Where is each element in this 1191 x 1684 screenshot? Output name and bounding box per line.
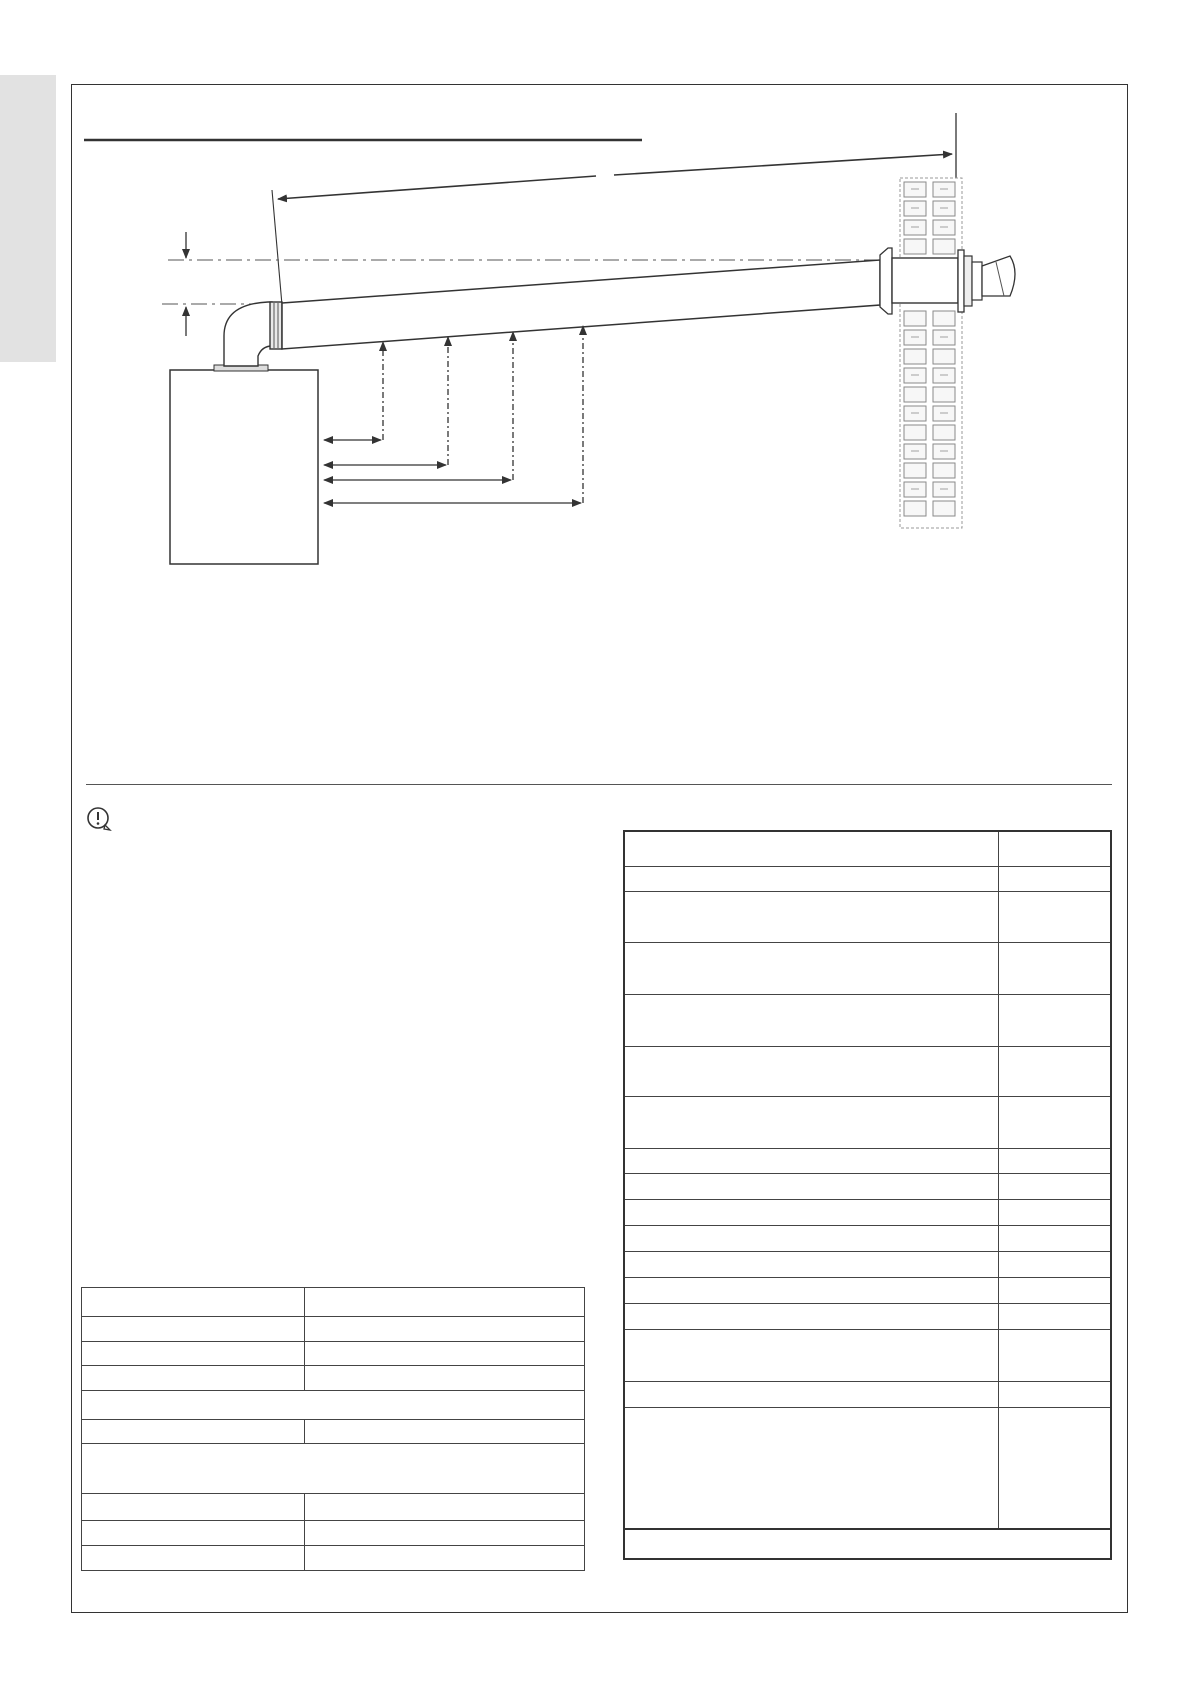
boiler [170, 370, 318, 564]
table-cell [305, 1521, 585, 1546]
table-cell [624, 1329, 998, 1381]
table-cell [82, 1444, 585, 1494]
support-dimensions [324, 326, 583, 503]
table-cell [998, 1225, 1111, 1251]
table-cell [998, 891, 1111, 942]
table-cell [998, 1046, 1111, 1096]
table-cell [624, 1277, 998, 1303]
parts-table [623, 830, 1112, 1560]
flue-installation-diagram [0, 0, 1191, 784]
table-cell [998, 1407, 1111, 1529]
table-cell [998, 866, 1111, 891]
table-row [624, 1381, 1111, 1407]
table-cell [998, 1381, 1111, 1407]
table-cell [624, 1381, 998, 1407]
table-cell [624, 891, 998, 942]
table-row [624, 866, 1111, 891]
table-row [624, 994, 1111, 1046]
length-dimension-line-right [614, 154, 952, 175]
table-cell [305, 1420, 585, 1444]
table-cell [998, 1199, 1111, 1225]
table-row [82, 1366, 585, 1391]
table-cell [624, 942, 998, 994]
table-footer-cell [624, 1529, 1111, 1559]
table-cell [82, 1494, 305, 1521]
table-cell [82, 1317, 305, 1342]
table-row [82, 1420, 585, 1444]
table-cell [998, 1148, 1111, 1173]
section-divider [86, 784, 1112, 785]
table-row [82, 1288, 585, 1317]
table-row [624, 1277, 1111, 1303]
table-cell [624, 994, 998, 1046]
table-row [82, 1444, 585, 1494]
table-row [624, 1225, 1111, 1251]
table-cell [998, 1303, 1111, 1329]
table-cell [998, 1251, 1111, 1277]
table-row [82, 1546, 585, 1571]
table-cell [624, 1303, 998, 1329]
brick-wall [900, 178, 962, 528]
table-cell [998, 831, 1111, 866]
table-row [82, 1391, 585, 1420]
elbow-extension-line [272, 190, 282, 305]
table-cell [998, 1329, 1111, 1381]
flue-elbow [224, 302, 272, 366]
table-cell [998, 1173, 1111, 1199]
table-row [624, 891, 1111, 942]
table-row [624, 1173, 1111, 1199]
table-cell [624, 1251, 998, 1277]
table-cell [998, 1096, 1111, 1148]
table-cell [624, 1096, 998, 1148]
table-cell [305, 1366, 585, 1391]
table-cell [624, 866, 998, 891]
table-cell [624, 831, 998, 866]
table-cell [624, 1407, 998, 1529]
flue-pipe [282, 260, 880, 349]
table-cell [624, 1173, 998, 1199]
table-row [624, 1148, 1111, 1173]
table-row [82, 1317, 585, 1342]
table-cell [82, 1420, 305, 1444]
warning-info-icon [86, 806, 112, 832]
table-cell [624, 1148, 998, 1173]
length-dimension-line [278, 176, 596, 199]
table-cell [305, 1342, 585, 1366]
table-cell [998, 942, 1111, 994]
table-row [624, 831, 1111, 866]
table-cell [998, 1277, 1111, 1303]
spec-table [81, 1287, 585, 1571]
elbow-coupling [270, 302, 282, 349]
table-row [82, 1494, 585, 1521]
table-cell [82, 1288, 305, 1317]
table-cell [305, 1546, 585, 1571]
table-cell [305, 1494, 585, 1521]
table-cell [82, 1366, 305, 1391]
table-cell [305, 1317, 585, 1342]
table-row [624, 1303, 1111, 1329]
table-row [624, 1096, 1111, 1148]
table-cell [624, 1199, 998, 1225]
table-row [624, 1529, 1111, 1559]
table-cell [624, 1046, 998, 1096]
table-row [624, 1046, 1111, 1096]
table-row [624, 1199, 1111, 1225]
table-cell [82, 1546, 305, 1571]
table-row [82, 1342, 585, 1366]
table-cell [998, 994, 1111, 1046]
table-cell [82, 1521, 305, 1546]
table-cell [305, 1288, 585, 1317]
table-cell [82, 1342, 305, 1366]
table-row [624, 942, 1111, 994]
table-row [624, 1251, 1111, 1277]
table-row [624, 1329, 1111, 1381]
table-row [82, 1521, 585, 1546]
table-cell [624, 1225, 998, 1251]
table-row [624, 1407, 1111, 1529]
table-cell [82, 1391, 585, 1420]
